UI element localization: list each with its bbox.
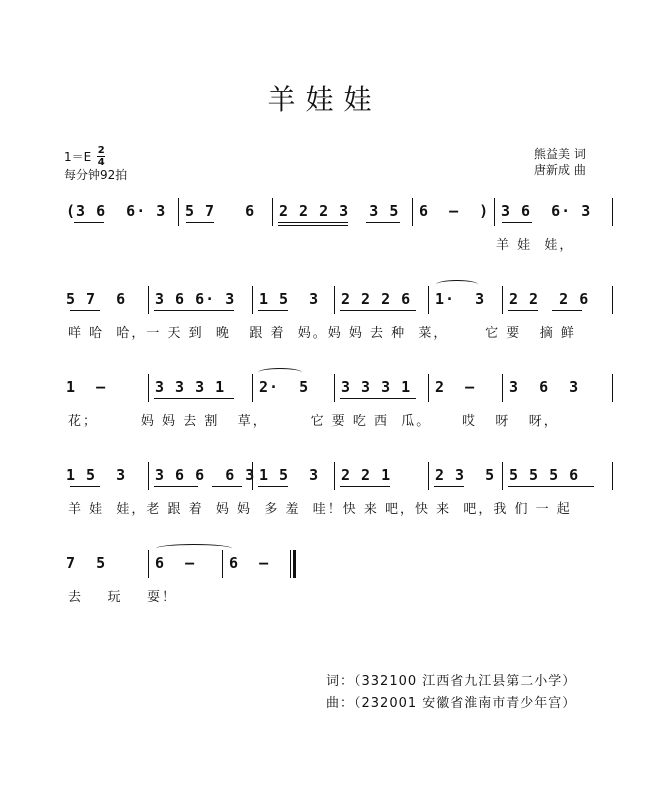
tempo-marking: 每分钟92拍 xyxy=(64,168,128,182)
measure-notes: 3 6 3 xyxy=(509,378,580,396)
measure xyxy=(502,374,614,402)
lyricist-address: 词：（332100 江西省九江县第二小学） xyxy=(326,674,577,689)
beam xyxy=(366,222,400,223)
measure xyxy=(428,286,502,314)
measure-notes: 6 – xyxy=(229,554,270,572)
beam xyxy=(154,310,234,311)
beam xyxy=(258,310,288,311)
beam xyxy=(508,310,538,311)
beam xyxy=(258,486,288,487)
beam xyxy=(340,398,416,399)
notes-row xyxy=(66,550,614,578)
measure-notes: 1 5 3 xyxy=(259,290,320,308)
lyricist-credit: 熊益美 词 xyxy=(534,147,586,161)
measure-notes: 5 5 5 6 xyxy=(509,466,580,484)
measure xyxy=(66,374,148,402)
measure-notes: 1 5 3 xyxy=(66,466,127,484)
measure-notes: 3 6 6 6 3 xyxy=(155,466,256,484)
barline xyxy=(612,462,613,490)
measure-notes: 6 – xyxy=(155,554,196,572)
score-system-2 xyxy=(66,286,614,346)
measure-notes: 2 2 2 6 xyxy=(509,290,590,308)
slur xyxy=(436,280,478,289)
beam xyxy=(434,486,464,487)
beam xyxy=(340,486,390,487)
measure-notes: 3 3 3 1 xyxy=(155,378,226,396)
notes-row xyxy=(66,286,614,314)
notes-row xyxy=(66,198,614,226)
measure-notes: 5 7 6 xyxy=(185,202,256,220)
key-signature: 1＝E xyxy=(64,149,92,164)
measure-notes: 1· 3 xyxy=(435,290,486,308)
measure xyxy=(412,198,494,226)
tie xyxy=(156,544,232,553)
time-signature-bottom: 4 xyxy=(97,157,105,168)
beam xyxy=(502,222,532,223)
measure-notes: 7 5 xyxy=(66,554,107,572)
beam xyxy=(278,222,348,223)
beam xyxy=(154,486,198,487)
slur xyxy=(258,368,302,377)
measure-notes: (3 6 6· 3 xyxy=(66,202,167,220)
lyrics-line: 咩 哈 哈，一 天 到 晚 跟 着 妈。妈 妈 去 种 菜， 它 要 摘 鲜 xyxy=(68,326,576,341)
measure xyxy=(222,550,292,578)
notes-row xyxy=(66,374,614,402)
measure-notes: 3 3 3 1 xyxy=(341,378,412,396)
measure-notes: 1 – xyxy=(66,378,107,396)
measure-notes: 3 6 6· 3 xyxy=(501,202,592,220)
score-system-5 xyxy=(66,550,614,610)
measure-notes: 2 2 1 xyxy=(341,466,392,484)
measure-notes: 2 2 2 3 3 5 xyxy=(279,202,400,220)
beam xyxy=(74,222,104,223)
measure-notes: 6 – ) xyxy=(419,202,490,220)
measure-notes: 2 3 5 xyxy=(435,466,496,484)
credits-block xyxy=(534,146,586,178)
lyrics-line: 花； 妈 妈 去 割 草， 它 要 吃 西 瓜。 哎 呀 呀， xyxy=(68,414,559,429)
score-system-4 xyxy=(66,462,614,522)
beam xyxy=(70,486,100,487)
composer-address: 曲：（232001 安徽省淮南市青少年宫） xyxy=(326,696,577,711)
measure xyxy=(148,550,222,578)
time-signature-top: 2 xyxy=(97,145,105,156)
lyrics-line: 羊 娃 娃， xyxy=(496,238,575,253)
beam xyxy=(212,486,242,487)
key-tempo-block xyxy=(64,146,127,183)
measure-notes: 3 6 6· 3 xyxy=(155,290,236,308)
lyrics-line: 去 玩 耍！ xyxy=(68,590,178,605)
measure xyxy=(252,374,334,402)
time-signature xyxy=(97,146,105,167)
measure-notes: 5 7 6 xyxy=(66,290,127,308)
beam xyxy=(186,222,214,223)
measure xyxy=(428,374,502,402)
song-title: 羊娃娃 xyxy=(267,83,382,116)
measure-notes: 2 2 2 6 xyxy=(341,290,412,308)
final-barline xyxy=(290,550,296,578)
barline xyxy=(612,198,613,226)
measure-notes: 2· 5 xyxy=(259,378,310,396)
measure xyxy=(66,550,148,578)
composer-credit: 唐新成 曲 xyxy=(534,163,586,177)
beam xyxy=(508,486,594,487)
beam xyxy=(70,310,100,311)
barline xyxy=(612,286,613,314)
beam xyxy=(340,310,416,311)
notes-row xyxy=(66,462,614,490)
beam xyxy=(154,398,234,399)
lyrics-line: 羊 娃 娃，老 跟 着 妈 妈 多 羞 哇！快 来 吧，快 来 吧，我 们 一 起 xyxy=(68,502,572,517)
key-line xyxy=(64,146,127,167)
beam xyxy=(278,225,348,226)
measure-notes: 2 – xyxy=(435,378,476,396)
score-system-1 xyxy=(66,198,614,258)
score-system-3 xyxy=(66,374,614,434)
barline xyxy=(612,374,613,402)
beam xyxy=(552,310,582,311)
measure-notes: 1 5 3 xyxy=(259,466,320,484)
